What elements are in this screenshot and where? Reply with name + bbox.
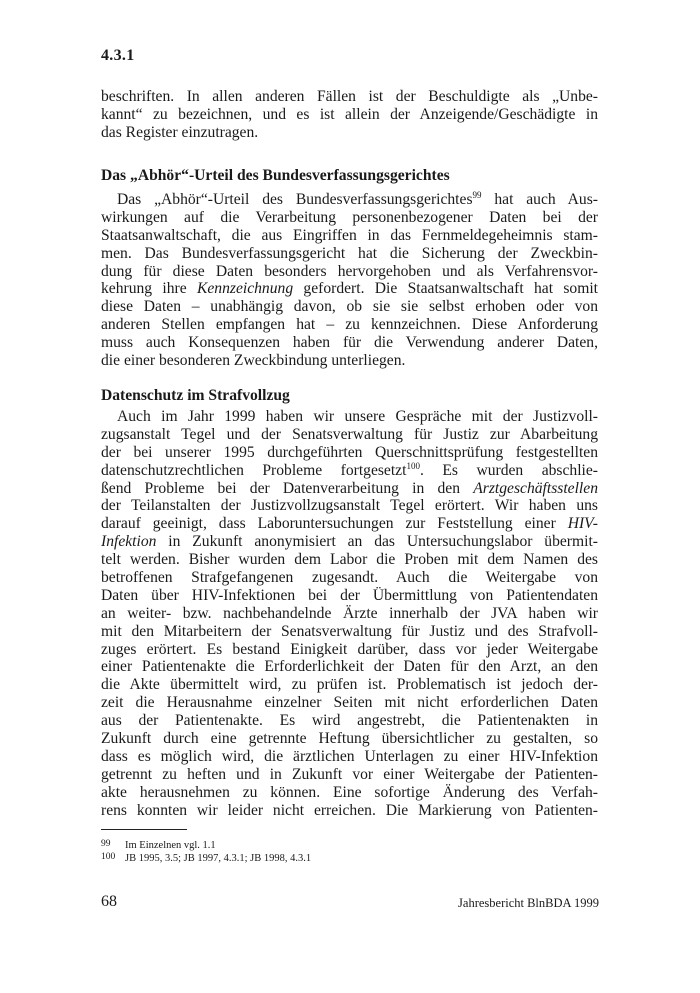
text-line xyxy=(101,191,598,209)
footnote xyxy=(101,838,216,852)
text-line xyxy=(101,462,598,480)
text-line: rens konnten wir leider nicht erreichen. Die Markierung von Patienten- xyxy=(101,801,598,819)
text-line: wirkungen auf die Verarbeitung personenbezogener Daten bei der xyxy=(101,208,598,226)
footnote-number: 99 xyxy=(101,839,111,849)
footnote-text: JB 1995, 3.5; JB 1997, 4.3.1; JB 1998, 4.3.1 xyxy=(125,853,312,864)
emphasis: Kennzeichnung xyxy=(196,280,294,298)
text-line: kannt“ zu bezeichnen, und es ist allein der Anzeigende/Geschädigte in xyxy=(101,105,598,123)
text-fragment: Das „Abhör“-Urteil des Bundesverfassungsgerichtes xyxy=(117,191,473,208)
text-line: die Akte übermittelt wird, zu prüfen ist. Problematisch ist jedoch der- xyxy=(101,676,598,694)
text-line: zugsanstalt Tegel und der Senatsverwaltung für Justiz zur Abarbeitung xyxy=(101,425,598,443)
text-line: die einer besonderen Zweckbindung unterliegen. xyxy=(101,352,406,370)
text-line: muss auch Konsequenzen haben für die Verwendung anderer Daten, xyxy=(101,334,598,352)
text-line: zeit die Herausnahme einzelner Seiten mit nicht erforderlichen Daten xyxy=(101,694,598,712)
text-line: Auch im Jahr 1999 haben wir unsere Gespräche mit der Justizvoll- xyxy=(117,408,598,425)
text-line: Daten über HIV-Infektionen bei der Übermittlung von Patientendaten xyxy=(101,586,598,604)
text-line: Staatsanwaltschaft, die aus Eingriffen in das Fernmeldegeheimnis stam- xyxy=(101,226,598,244)
text-line: zuges erörtert. Es bestand Einigkeit darüber, dass vor jeder Weitergabe xyxy=(101,640,598,658)
text-line: das Register einzutragen. xyxy=(101,123,259,141)
text-line: diese Daten – unabhängig davon, ob sie sie selbst erhoben oder von xyxy=(101,298,598,316)
text-line xyxy=(101,480,598,498)
emphasis: Arztgeschäftsstellen xyxy=(473,479,598,497)
footnote-ref: 99 xyxy=(472,190,482,200)
page-number: 68 xyxy=(101,893,117,910)
text-line xyxy=(101,515,598,533)
text-line: aus der Patientenakte. Es wird angestrebt, die Patientenakten in xyxy=(101,712,598,730)
text-line: Zukunft durch eine getrennte Heftung übersichtlicher zu gestalten, so xyxy=(101,730,598,748)
text-line xyxy=(101,533,598,551)
text-line: an weiter- bzw. nachbehandelnde Ärzte innerhalb der JVA haben wir xyxy=(101,604,598,622)
text-line: betroffenen Strafgefangenen zugesandt. Auch die Weitergabe von xyxy=(101,569,598,587)
strafvollzug-paragraph xyxy=(101,408,598,819)
text-line: telt werden. Bisher wurden dem Labor die Proben mit dem Namen des xyxy=(101,551,598,569)
text-fragment: gefordert. Die Staatsanwaltschaft hat somit xyxy=(293,280,598,298)
text-line: einer Patientenakte die Erforderlichkeit der Daten für den Arzt, an den xyxy=(101,658,598,676)
footnote-ref: 100 xyxy=(406,460,420,471)
text-line: beschriften. In allen anderen Fällen ist der Beschuldigte als „Unbe- xyxy=(101,88,598,105)
emphasis: Infektion xyxy=(101,533,157,551)
text-fragment: darauf geeinigt, dass Laboruntersuchungen zur Feststellung einer xyxy=(101,515,568,533)
footnote-number: 100 xyxy=(101,852,116,862)
text-line xyxy=(101,280,598,298)
text-line: mit den Mitarbeitern der Senatsverwaltung für Justiz und des Strafvoll- xyxy=(101,622,598,640)
text-line: der bei unserer 1995 durchgeführten Querschnittsprüfung festgestellten xyxy=(101,443,598,461)
text-fragment: in Zukunft anonymisiert an das Untersuchungslabor übermit- xyxy=(156,533,598,551)
abhoer-paragraph xyxy=(101,191,598,370)
text-line: getrennt zu heften und in Zukunft vor einer Weitergabe der Patienten- xyxy=(101,765,598,783)
text-line: akte herausnehmen zu können. Eine sofortige Änderung des Verfah- xyxy=(101,783,598,801)
emphasis: HIV- xyxy=(567,515,598,533)
text-line: anderen Stellen empfangen hat – zu kennzeichnen. Diese Anforderung xyxy=(101,316,598,334)
intro-paragraph xyxy=(101,88,598,142)
text-line: der Teilanstalten der Justizvollzugsanstalt Tegel erörtert. Wir haben uns xyxy=(101,497,598,515)
text-fragment: hat auch Aus- xyxy=(481,191,598,208)
text-line: dung für diese Daten besonders hervorgehoben und als Verfahrensvor- xyxy=(101,262,598,280)
text-line: dass es möglich wird, die ärztlichen Unterlagen zu einer HIV-Infektion xyxy=(101,747,598,765)
section-heading-abhoer: Das „Abhör“-Urteil des Bundesverfassungsgerichtes xyxy=(101,167,450,184)
section-heading-strafvollzug: Datenschutz im Strafvollzug xyxy=(101,387,290,404)
footnote-divider xyxy=(101,829,187,830)
text-fragment: . Es wurden abschlie- xyxy=(419,461,598,479)
text-fragment: kehrung ihre xyxy=(101,280,197,298)
text-fragment: datenschutzrechtlichen Probleme fortgesetzt xyxy=(101,461,407,479)
text-fragment: ßend Probleme bei der Datenverarbeitung in den xyxy=(101,479,474,497)
running-footer: Jahresbericht BlnBDA 1999 xyxy=(458,896,599,910)
section-number: 4.3.1 xyxy=(101,47,135,64)
footnote-text: Im Einzelnen vgl. 1.1 xyxy=(125,840,216,851)
text-line: men. Das Bundesverfassungsgericht hat die Sicherung der Zweckbin- xyxy=(101,244,598,262)
footnote xyxy=(101,851,311,865)
